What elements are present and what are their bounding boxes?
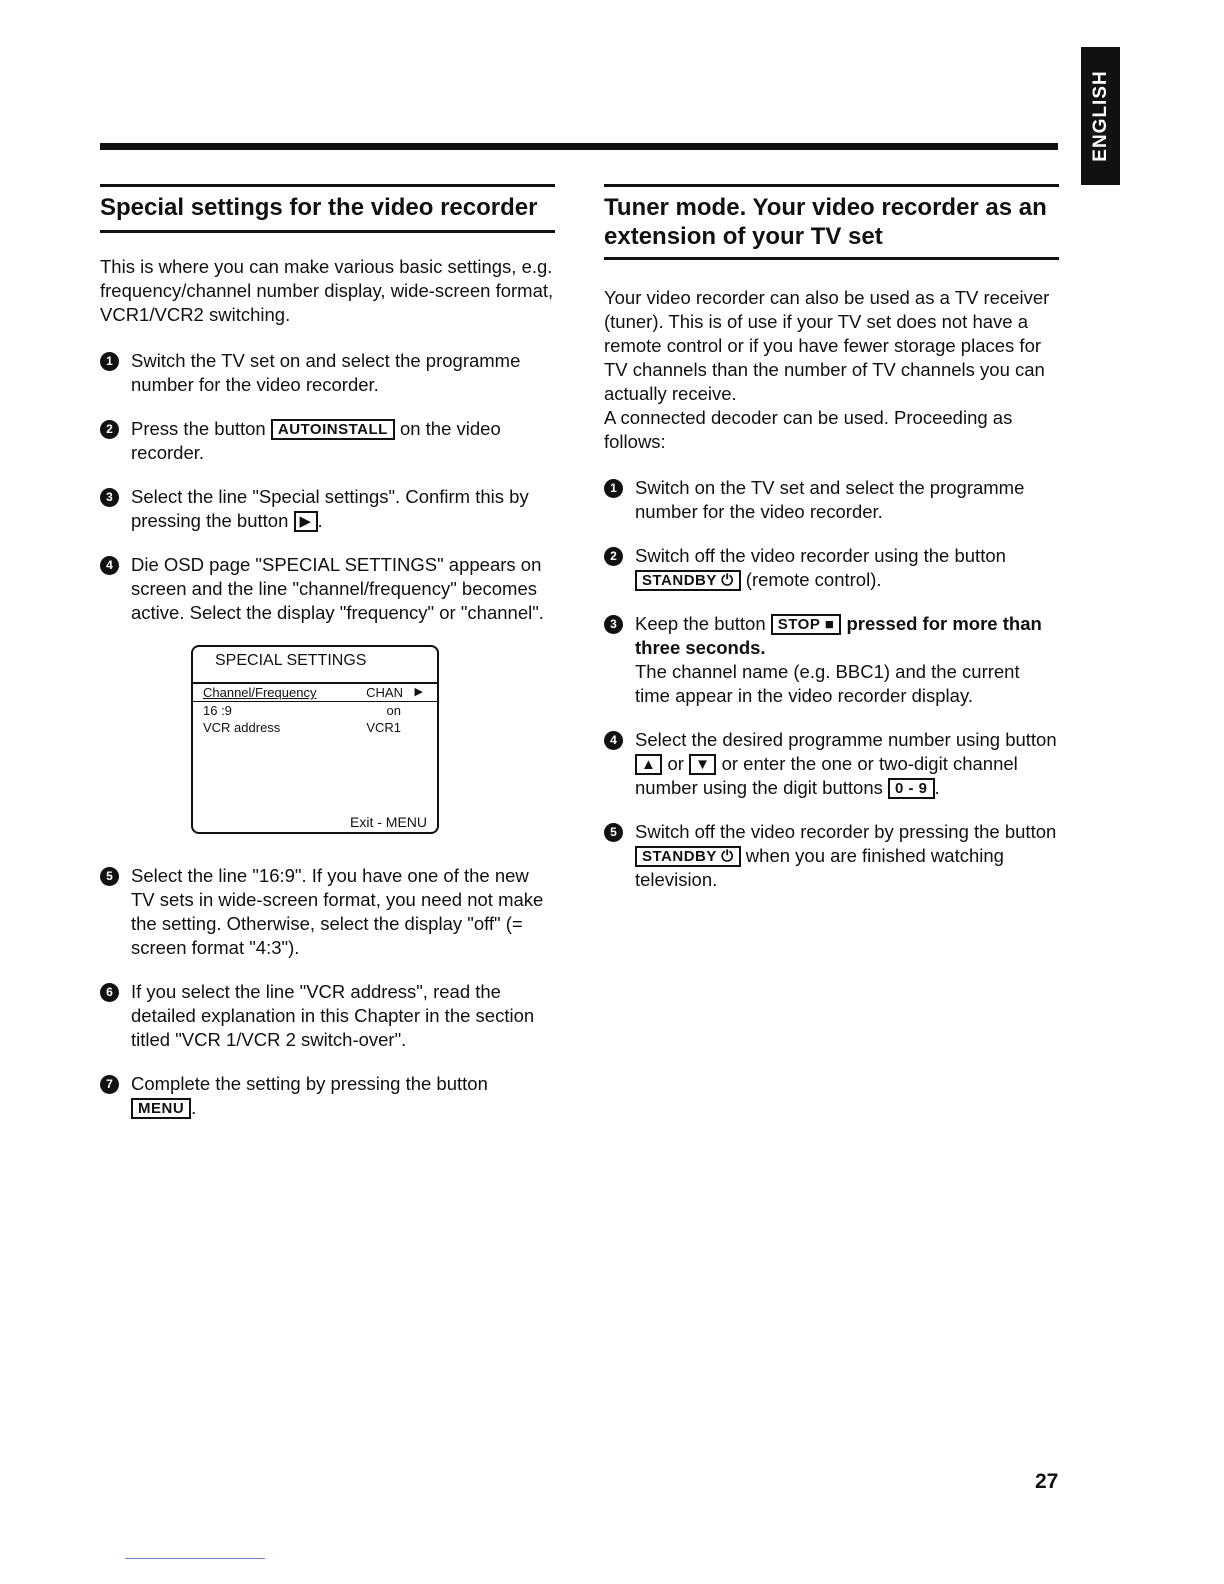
step-text: Press the button	[131, 418, 271, 439]
step-number-badge: 2	[100, 420, 119, 439]
osd-row-label: VCR address	[203, 720, 281, 735]
up-arrow-button-icon: ▲	[635, 754, 662, 775]
step-number-badge: 3	[100, 488, 119, 507]
standby-button-label: STANDBY ⏻	[635, 570, 741, 591]
osd-row-vcr-address	[193, 719, 437, 736]
right-steps	[604, 476, 1059, 892]
play-right-button-icon: ▶	[294, 511, 318, 532]
left-steps	[100, 349, 555, 1120]
step-number-badge: 4	[604, 731, 623, 750]
step-number-badge: 6	[100, 983, 119, 1002]
language-tab	[1081, 47, 1120, 185]
step-text: when you are finished watching television.	[635, 845, 1004, 890]
step-text: Switch off the video recorder using the button	[635, 545, 1006, 566]
step-text: Switch on the TV set and select the programme number for the video recorder.	[635, 477, 1025, 522]
osd-row-value: CHAN	[366, 685, 403, 700]
step-text: If you select the line "VCR address", read the detailed explanation in this Chapter in the section titled "VCR 1/VCR 2 switch-over".	[131, 981, 535, 1050]
right-step-2	[604, 544, 1059, 592]
step-text: Select the line "Special settings". Confirm this by pressing the button	[131, 486, 529, 531]
step-emphasis: pressed for more than three seconds.	[635, 613, 1042, 658]
right-step-5	[604, 820, 1059, 892]
osd-special-settings-screen	[191, 645, 439, 834]
left-step-3	[100, 485, 555, 533]
osd-title: SPECIAL SETTINGS	[215, 652, 367, 669]
left-section-title: Special settings for the video recorder	[100, 194, 538, 221]
step-number-badge: 5	[604, 823, 623, 842]
right-step-3	[604, 612, 1059, 708]
stop-button-label: STOP ■	[771, 614, 842, 635]
left-step-6	[100, 980, 555, 1052]
step-number-badge: 3	[604, 615, 623, 634]
osd-row-channel-frequency	[193, 684, 437, 702]
left-title-rule-bottom	[100, 230, 555, 233]
page-number: 27	[1035, 1470, 1059, 1493]
top-divider	[100, 143, 1058, 150]
right-title-rule-bottom	[604, 257, 1059, 260]
osd-row-label: 16 :9	[203, 703, 232, 718]
step-text: Die OSD page "SPECIAL SETTINGS" appears on screen and the line "channel/frequency" becomes active. Select the display "frequency" or "channel".	[131, 554, 544, 623]
step-number-badge: 7	[100, 1075, 119, 1094]
down-arrow-button-icon: ▼	[689, 754, 716, 775]
left-column	[100, 184, 555, 1140]
step-number-badge: 1	[604, 479, 623, 498]
right-section-title: Tuner mode. Your video recorder as an extension of your TV set	[604, 194, 1047, 250]
left-step-2	[100, 417, 555, 465]
right-intro-decoder: A connected decoder can be used. Proceeding as follows:	[604, 407, 1013, 452]
left-intro: This is where you can make various basic settings, e.g. frequency/channel number display, wide-screen format, VCR1/VCR2 switching.	[100, 256, 554, 325]
step-number-badge: 5	[100, 867, 119, 886]
step-text: Select the line "16:9". If you have one of the new TV sets in wide-screen format, you need not make the setting. Otherwise, select the display "off" (= screen format "4:3").	[131, 865, 544, 958]
autoinstall-button-label: AUTOINSTALL	[271, 419, 395, 440]
step-text: on the video recorder.	[131, 418, 501, 463]
step-text: (remote control).	[740, 569, 882, 590]
right-arrow-icon: ▶	[414, 686, 423, 698]
step-number-badge: 2	[604, 547, 623, 566]
left-step-1	[100, 349, 555, 397]
standby-button-label: STANDBY ⏻	[635, 846, 741, 867]
step-text: Complete the setting by pressing the button	[131, 1073, 488, 1094]
osd-row-label: Channel/Frequency	[203, 685, 317, 700]
right-step-4	[604, 728, 1059, 800]
left-step-4	[100, 553, 555, 625]
step-text: .	[317, 510, 323, 531]
step-number-badge: 4	[100, 556, 119, 575]
osd-row-value: on	[386, 703, 401, 718]
osd-row-value: VCR1	[366, 720, 401, 735]
scan-artifact-line	[125, 1558, 265, 1559]
step-text: or enter the one or two-digit channel number using the digit buttons	[635, 753, 1018, 798]
left-step-7	[100, 1072, 555, 1120]
step-text: .	[934, 777, 940, 798]
right-intro: Your video recorder can also be used as a TV receiver (tuner). This is of use if your TV set does not have a remote control or if you have fewer storage places for TV channels than the number of TV channels you can actually receive.	[604, 287, 1050, 404]
step-text: Switch off the video recorder by pressing the button	[635, 821, 1057, 842]
menu-button-label: MENU	[131, 1098, 191, 1119]
digit-buttons-label: 0 - 9	[888, 778, 935, 799]
language-tab-label: ENGLISH	[1089, 70, 1111, 162]
step-text: Switch the TV set on and select the programme number for the video recorder.	[131, 350, 521, 395]
step-text: Select the desired programme number using button	[635, 729, 1057, 750]
step-text: The channel name (e.g. BBC1) and the current time appear in the video recorder display.	[635, 661, 1020, 706]
osd-exit-hint: Exit - MENU	[350, 814, 427, 830]
step-text: .	[191, 1097, 197, 1118]
step-number-badge: 1	[100, 352, 119, 371]
right-step-1	[604, 476, 1059, 524]
osd-row-16-9	[193, 702, 437, 719]
right-column	[604, 184, 1059, 912]
step-text: or	[662, 753, 690, 774]
left-step-5	[100, 864, 555, 960]
step-text: Keep the button	[635, 613, 771, 634]
